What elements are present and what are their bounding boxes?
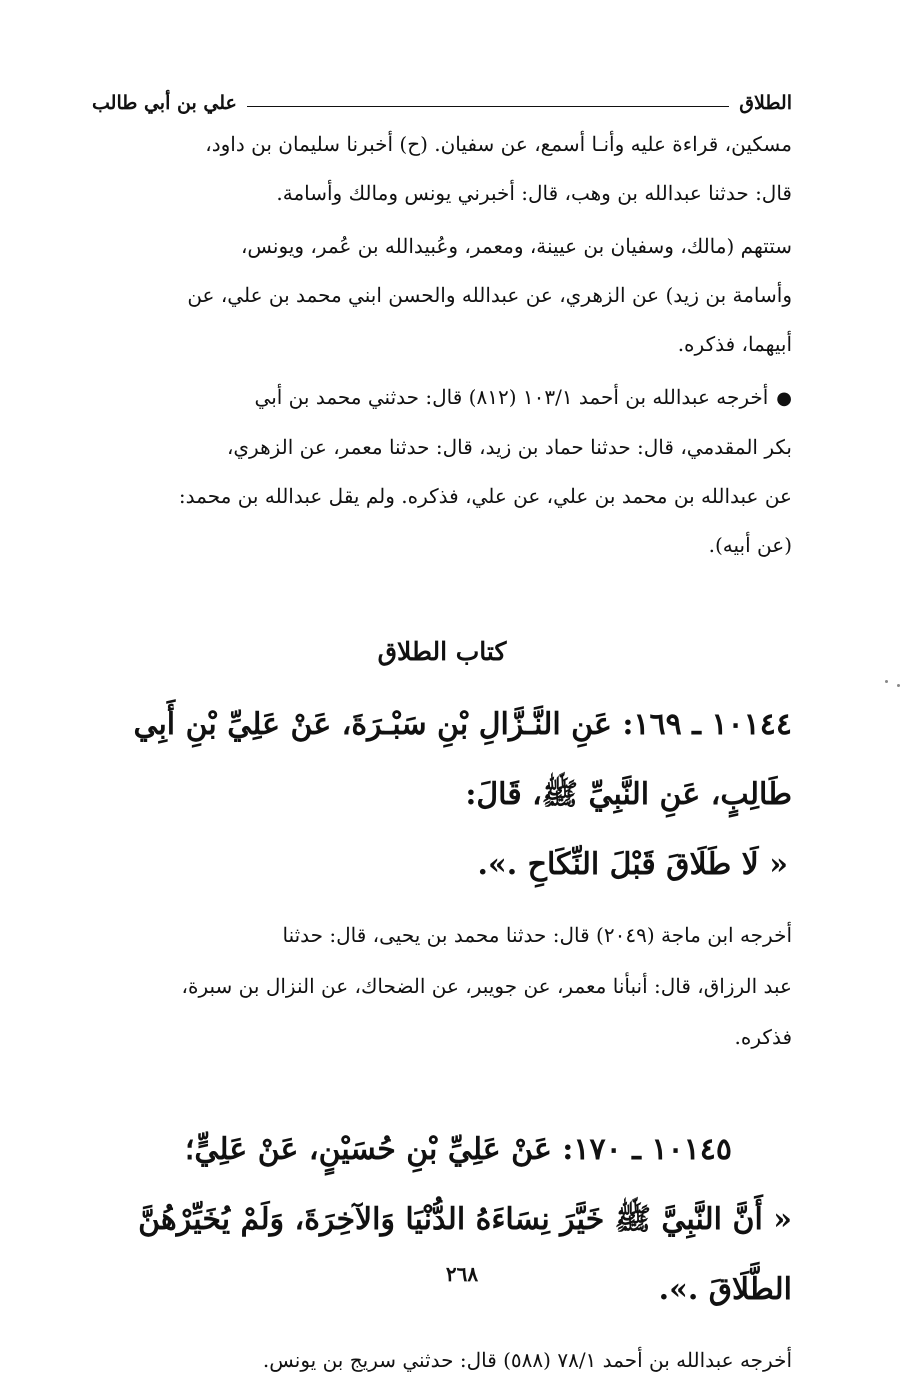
hadith-matn: « لَا طَلَاقَ قَبْلَ النِّكَاحِ .». bbox=[477, 847, 788, 882]
hadith-matn: « أَنَّ النَّبِيَّ ﷺ خَيَّرَ نِسَاءَهُ الدُّنْيَا وَالآخِرَةَ، وَلَمْ يُخَيِّرْهُنَّ bbox=[138, 1202, 792, 1237]
chapter-title: كتاب الطلاق bbox=[377, 637, 507, 666]
text-line: مسكين، قراءة عليه وأنـا أسمع، عن سفيان. (ح) أخبرنا سليمان بن داود، bbox=[205, 132, 792, 156]
hadith-matn: الطَّلَاقَ .». bbox=[658, 1272, 792, 1307]
header-section-title: الطلاق bbox=[739, 92, 792, 114]
text-line: أبيهما، فذكره. bbox=[677, 332, 792, 356]
takhrij-10144 bbox=[92, 910, 792, 1063]
takhrij-10145 bbox=[92, 1335, 792, 1386]
text-line: عن عبدالله بن محمد بن علي، عن علي، فذكره. ولم يقل عبدالله بن محمد: bbox=[178, 484, 792, 508]
text-line: ستتهم (مالك، وسفيان بن عيينة، ومعمر، وعُبيدالله بن عُمر، ويونس، bbox=[240, 234, 792, 258]
text-line-content: أخرجه عبدالله بن أحمد ١٠٣/١ (٨١٢) قال: حدثني محمد بن أبي bbox=[254, 385, 769, 409]
intro-paragraph-1 bbox=[92, 120, 792, 218]
running-header bbox=[92, 88, 792, 118]
hadith-10145 bbox=[92, 1115, 792, 1325]
page-number: ٢٦٨ bbox=[445, 1262, 479, 1286]
margin-mark bbox=[885, 680, 888, 683]
bullet-icon: ● bbox=[776, 388, 792, 409]
text-line: بكر المقدمي، قال: حدثنا حماد بن زيد، قال: حدثنا معمر، عن الزهري، bbox=[226, 435, 792, 459]
hadith-10144 bbox=[92, 690, 792, 900]
text-line: قال: حدثنا عبدالله بن وهب، قال: أخبرني يونس ومالك وأسامة. bbox=[276, 181, 792, 205]
hadith-line: ١٠١٤٥ ـ ١٧٠: عَنْ عَلِيِّ بْنِ حُسَيْنٍ، عَنْ عَلِيٍّ؛ bbox=[184, 1132, 732, 1167]
text-line: عبد الرزاق، قال: أنبأنا معمر، عن جويبر، عن الضحاك، عن النزال بن سبرة، bbox=[181, 974, 792, 998]
intro-paragraph-3 bbox=[92, 373, 792, 570]
intro-paragraph-2 bbox=[92, 222, 792, 369]
header-rule bbox=[247, 106, 729, 107]
text-line: (عن أبيه). bbox=[708, 533, 792, 557]
header-book-title: علي بن أبي طالب bbox=[92, 92, 237, 114]
hadith-line: ١٠١٤٤ ـ ١٦٩: عَنِ النَّـزَّالِ بْنِ سَبْـرَةَ، عَنْ عَلِيِّ بْنِ أَبِي bbox=[133, 707, 792, 742]
text-line: أخرجه عبدالله بن أحمد ٧٨/١ (٥٨٨) قال: حدثني سريج بن يونس. bbox=[262, 1348, 792, 1372]
hadith-line: طَالِبٍ، عَنِ النَّبِيِّ ﷺ، قَالَ: bbox=[465, 777, 792, 812]
margin-mark bbox=[897, 684, 900, 687]
text-line: فذكره. bbox=[734, 1025, 792, 1049]
text-line bbox=[92, 373, 792, 423]
text-line: أخرجه ابن ماجة (٢٠٤٩) قال: حدثنا محمد بن يحيى، قال: حدثنا bbox=[282, 923, 792, 947]
section-spacer bbox=[92, 1063, 792, 1115]
text-line: وأسامة بن زيد) عن الزهري، عن عبدالله والحسن ابني محمد بن علي، عن bbox=[187, 283, 792, 307]
